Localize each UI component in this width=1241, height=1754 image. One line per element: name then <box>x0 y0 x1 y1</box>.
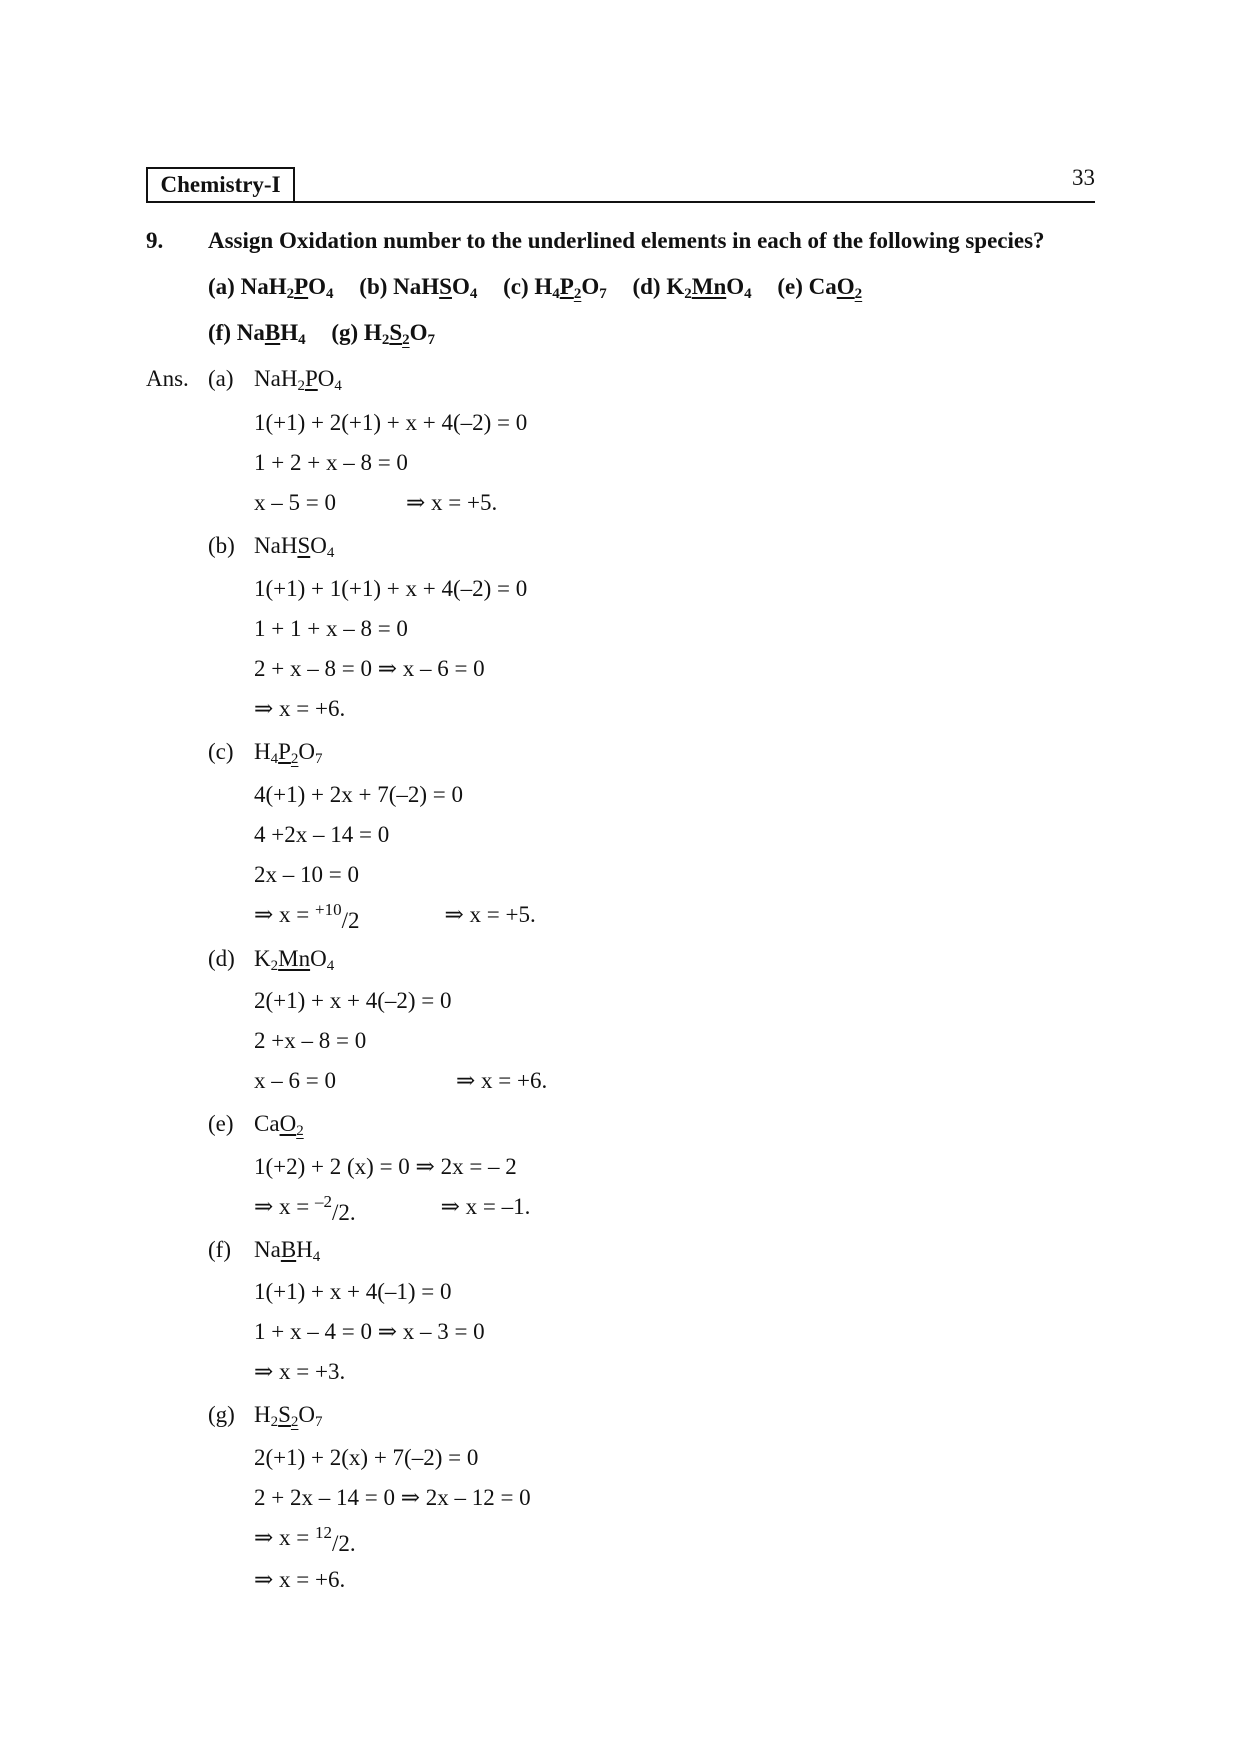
species-g: (g) $H_2S_2O_7$ <box>331 320 435 348</box>
answer-b-step-4: ⇒ x = +6. <box>254 696 346 721</box>
answer-b-step-3: 2 + x – 8 = 0 ⇒ x – 6 = 0 <box>254 656 485 681</box>
species-f: (f) NaBH$_4$ <box>208 320 306 348</box>
species-b: (b) NaHSO$_4$ <box>359 274 478 302</box>
answer-label: Ans. <box>146 366 189 391</box>
answer-a-heading: (a) $NaH_2PO_4$ <box>208 366 342 394</box>
species-c: (c) $H_4P_2O_7$ <box>503 274 607 302</box>
page-number: 33 <box>1072 165 1095 190</box>
answer-e-step-1: 1(+2) + 2 (x) = 0 ⇒ 2x = – 2 <box>254 1154 517 1179</box>
answer-b-step-1: 1(+1) + 1(+1) + x + 4(–2) = 0 <box>254 576 528 601</box>
answer-g-step-4: ⇒ x = +6. <box>254 1567 346 1592</box>
answer-c-step-4: ⇒ x = $^{+10}$/2 ⇒ x = +5. <box>254 900 536 933</box>
question-text: Assign Oxidation number to the underlined elements in each of the following species? <box>208 228 1045 253</box>
answer-f-step-3: ⇒ x = +3. <box>254 1359 346 1384</box>
subject-label: Chemistry-I <box>146 167 295 203</box>
answer-d-step-2: 2 +x – 8 = 0 <box>254 1028 367 1053</box>
answer-f-step-1: 1(+1) + x + 4(–1) = 0 <box>254 1279 452 1304</box>
answer-e-heading: (e) CaO$_2$ <box>208 1111 304 1139</box>
answer-b-heading: (b) NaHSO$_4$ <box>208 533 335 561</box>
answer-f-step-2: 1 + x – 4 = 0 ⇒ x – 3 = 0 <box>254 1319 485 1344</box>
species-a: (a) $NaH_2PO_4$ <box>208 274 334 302</box>
answer-c-step-2: 4 +2x – 14 = 0 <box>254 822 390 847</box>
question-items-row-1 <box>208 274 882 300</box>
answer-f-heading: (f) NaBH$_4$ <box>208 1237 321 1265</box>
answer-g-step-3: ⇒ x = $^{12}$/2. <box>254 1523 356 1556</box>
answer-g-heading: (g) $H_2S_2O_7$ <box>208 1402 323 1430</box>
answer-g-step-1: 2(+1) + 2(x) + 7(–2) = 0 <box>254 1445 479 1470</box>
question-number: 9. <box>146 228 164 253</box>
question-items-row-2 <box>208 320 455 346</box>
species-e: (e) CaO$_2$ <box>777 274 863 302</box>
answer-d-step-1: 2(+1) + x + 4(–2) = 0 <box>254 988 452 1013</box>
answer-c-step-1: 4(+1) + 2x + 7(–2) = 0 <box>254 782 464 807</box>
answer-g-step-2: 2 + 2x – 14 = 0 ⇒ 2x – 12 = 0 <box>254 1485 531 1510</box>
answer-a-step-3: x – 5 = 0 ⇒ x = +5. <box>254 490 498 515</box>
answer-c-step-3: 2x – 10 = 0 <box>254 862 359 887</box>
answer-a-step-1: 1(+1) + 2(+1) + x + 4(–2) = 0 <box>254 410 528 435</box>
answer-a-step-2: 1 + 2 + x – 8 = 0 <box>254 450 408 475</box>
answer-b-step-2: 1 + 1 + x – 8 = 0 <box>254 616 408 641</box>
answer-d-heading: (d) $K_2MnO_4$ <box>208 946 335 974</box>
header-rule <box>146 201 1095 203</box>
species-d: (d) $K_2MnO_4$ <box>632 274 752 302</box>
answer-c-heading: (c) $H_4P_2O_7$ <box>208 739 323 767</box>
answer-d-step-3: x – 6 = 0 ⇒ x = +6. <box>254 1068 548 1093</box>
answer-e-step-2: ⇒ x = $^{-2}$/2. ⇒ x = –1. <box>254 1192 531 1225</box>
